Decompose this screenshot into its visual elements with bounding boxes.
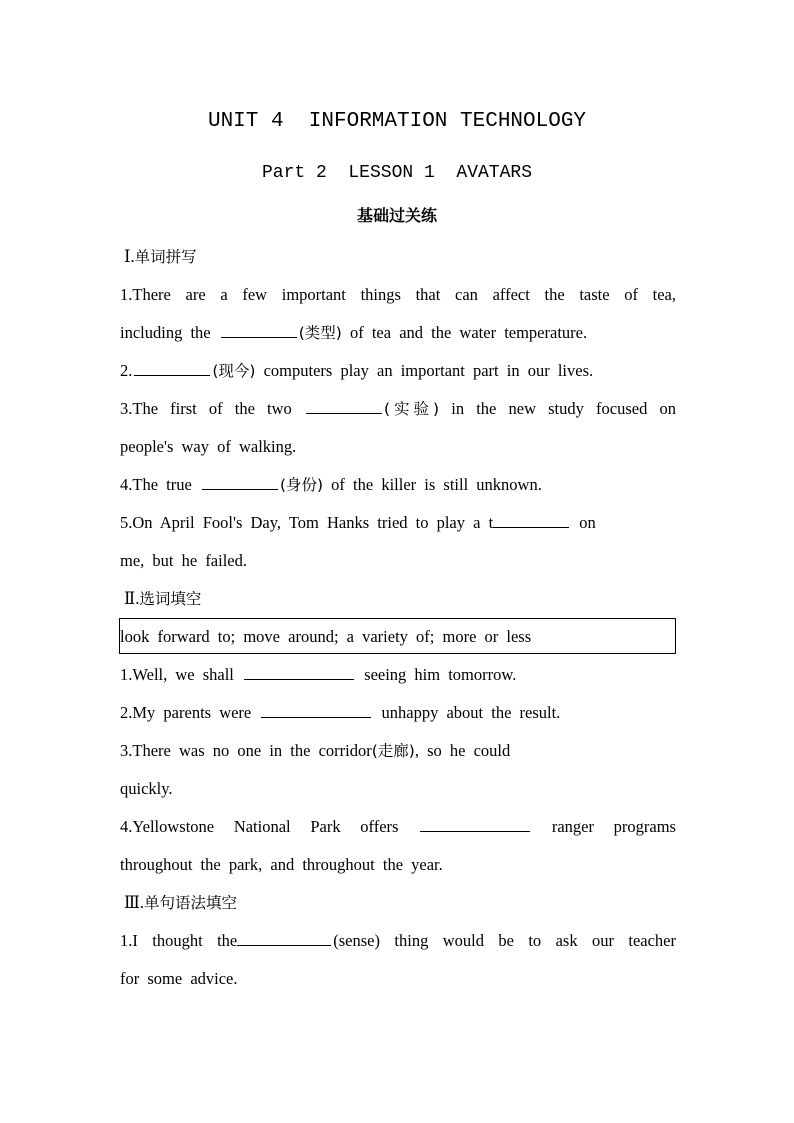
exercise-content [120, 238, 676, 998]
section-title: 基础过关练 [356, 206, 437, 225]
section-heading-word-choice [124, 580, 676, 618]
section-heading-text: 单句语法填空 [144, 894, 238, 912]
question-line: 1.I thought the (sense) thing would be to ask our teacher [120, 931, 677, 950]
section-heading-text: 单词拼写 [134, 248, 197, 266]
question-line: 4.Yellowstone National Park offers ranger programs [120, 817, 676, 836]
question-line: quickly. [120, 779, 173, 798]
answer-blank[interactable] [420, 817, 530, 832]
answer-blank[interactable] [244, 665, 354, 680]
question-line: 1.Well, we shall seeing him tomorrow. [120, 665, 517, 684]
section-heading-grammar [124, 884, 676, 922]
question-line: 4.The true (身份) of the killer is still unknown. [120, 475, 542, 494]
lesson-title: Part 2 LESSON 1 AVATARS [261, 163, 533, 183]
section-heading-text: 选词填空 [139, 590, 202, 608]
answer-blank[interactable] [261, 703, 371, 718]
answer-blank[interactable] [134, 361, 210, 376]
question-line: 3.There was no one in the corridor(走廊), so he could [120, 741, 511, 760]
question-line: people's way of walking. [120, 437, 297, 456]
answer-blank[interactable] [493, 513, 569, 528]
section-number: Ⅰ. [124, 247, 135, 266]
answer-blank[interactable] [306, 399, 382, 414]
question-line: throughout the park, and throughout the year. [120, 855, 443, 874]
question-line: including the (类型) of tea and the water temperature. [120, 323, 588, 342]
question-line: 2. (现今) computers play an important part in our lives. [120, 361, 594, 380]
question-line: 2.My parents were unhappy about the result. [120, 703, 561, 722]
question-line: 3.The first of the two (实验) in the new study focused on [120, 399, 676, 418]
question-line: 1.There are a few important things that can affect the taste of tea, [120, 285, 676, 304]
section-number: Ⅲ. [124, 893, 145, 912]
unit-title: UNIT 4 INFORMATION TECHNOLOGY [207, 110, 587, 133]
question-line: for some advice. [120, 969, 238, 988]
section-number: Ⅱ. [124, 589, 140, 608]
word-bank-box: look forward to; move around; a variety of; more or less [119, 618, 676, 654]
question-line: 5.On April Fool's Day, Tom Hanks tried to play a t on [120, 513, 596, 532]
answer-blank[interactable] [237, 931, 331, 946]
question-line: me, but he failed. [120, 551, 248, 570]
section-heading-spelling [124, 238, 676, 276]
answer-blank[interactable] [221, 323, 297, 338]
answer-blank[interactable] [202, 475, 278, 490]
